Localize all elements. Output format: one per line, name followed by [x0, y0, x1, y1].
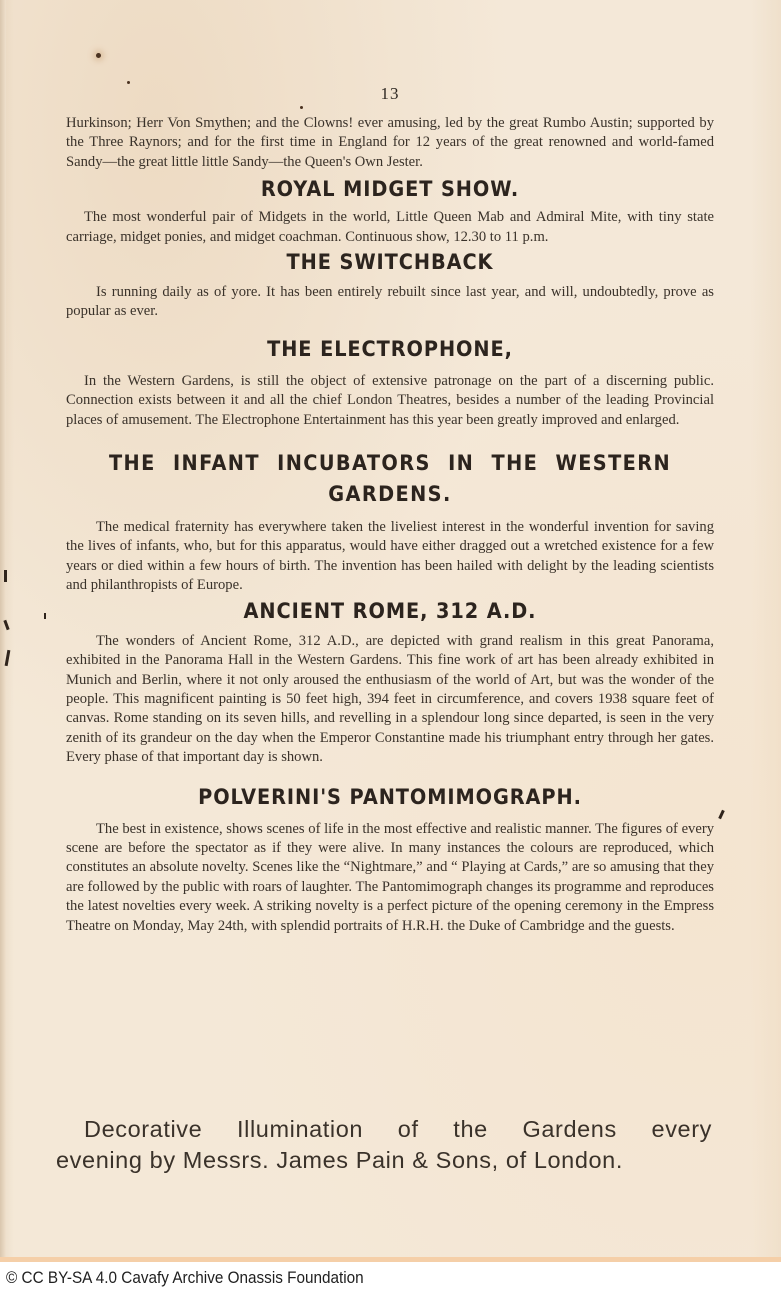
heading-ancient-rome: ANCIENT ROME, 312 A.D.: [243, 598, 537, 623]
illumination-notice: [56, 1114, 712, 1176]
license-credit: © CC BY-SA 4.0 Cavafy Archive Onassis Foundation: [6, 1268, 364, 1287]
paragraph-pantomimograph: The best in existence, shows scenes of life in the most effective and realistic manner. The figures of every scene are before the spectator as if they were alive. In many instances the colours are reproduced, which constitutes an absolute novelty. Scenes like the “Nightmare,” and “ Playing at Cards,” are so amusing that they are followed by the public with roars of laughter. The Pantomimograph changes its programme and reproduces the latest novelties every week. A striking novelty is a perfect picture of the opening ceremony in the Empress Theatre on Monday, May 24th, with splendid portraits of H.R.H. the Duke of Cambridge and the guests.: [66, 820, 714, 934]
illumination-line-2: evening by Messrs. James Pain & Sons, of London.: [56, 1147, 623, 1173]
heading-switchback: THE SWITCHBACK: [286, 250, 494, 275]
heading-infant-incubators: THE INFANT INCUBATORS IN THE WESTERN GARDENS.: [108, 451, 672, 507]
paragraph-infant-incubators: The medical fraternity has everywhere taken the liveliest interest in the wonderful invention for saving the lives of infants, who, but for this apparatus, would have either dragged out a wretched existence for a few years or died within a few hours of birth. The invention has been hailed with delight by the leading scientists and philanthropists of Europe.: [66, 519, 714, 594]
margin-mark: [44, 613, 46, 619]
heading-pantomimograph: POLVERINI'S PANTOMIMOGRAPH.: [198, 784, 582, 809]
page-number: 13: [380, 84, 400, 103]
paragraph-electrophone: In the Western Gardens, is still the object of extensive patronage on the part of a discerning public. Connection exists between it and all the chief London Theatres, besides a number of the leading Provincial places of amusement. The Electrophone Entertainment has this year been greatly improved and enlarged.: [66, 372, 714, 428]
margin-mark: [718, 810, 725, 819]
paragraph-switchback: Is running daily as of yore. It has been entirely rebuilt since last year, and will, undoubtedly, prove as popular as ever.: [66, 284, 714, 320]
paragraph-royal-midget-show: The most wonderful pair of Midgets in the world, Little Queen Mab and Admiral Mite, with tiny state carriage, midget ponies, and midget coachman. Continuous show, 12.30 to 11 p.m.: [66, 209, 714, 245]
intro-paragraph: Hurkinson; Herr Von Smythen; and the Clowns! ever amusing, led by the great Rumbo Austin; supported by the Three Raynors; and for the first time in England for 12 years of the great renowned and world-famed Sandy—the great little little Sandy—the Queen's Own Jester.: [66, 115, 714, 170]
page-content: [66, 84, 714, 936]
paragraph-ancient-rome: The wonders of Ancient Rome, 312 A.D., are depicted with grand realism in this great Panorama, exhibited in the Panorama Hall in the Western Gardens. This fine work of art has been already exhibited in Munich and Berlin, where it not only aroused the enthusiasm of the world of Art, but was the wonder of the people. This magnificent painting is 50 feet high, 394 feet in circumference, and covers 1938 square feet of canvas. Rome standing on its seven hills, and revelling in a splendour long since departed, is seen in the very zenith of its grandeur on the day when the Emperor Constantine made his triumphant entry through her gates. Every phase of that important day is shown.: [66, 632, 714, 766]
illumination-line-1: Decorative Illumination of the Gardens every: [84, 1116, 712, 1142]
page-bottom-edge: [0, 1257, 781, 1262]
page-binding-edge: [0, 0, 6, 1262]
ink-spot: [96, 53, 101, 58]
heading-royal-midget-show: ROYAL MIDGET SHOW.: [260, 177, 520, 202]
heading-electrophone: THE ELECTROPHONE,: [267, 336, 513, 361]
margin-mark: [4, 570, 7, 582]
